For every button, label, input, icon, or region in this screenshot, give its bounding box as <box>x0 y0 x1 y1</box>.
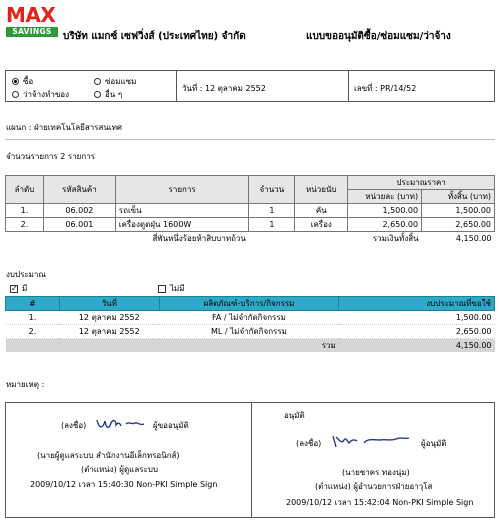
items-table <box>5 175 495 245</box>
cell-date: 12 ตุลาคม 2552 <box>59 311 159 325</box>
approver-timestamp: 2009/10/12 เวลา 15:42:04 Non-PKI Simple Sign <box>286 498 474 507</box>
cell-unit-price: 2,650.00 <box>348 218 422 232</box>
budget-header-no: # <box>6 297 60 311</box>
cell-no: 2. <box>6 325 60 339</box>
grand-total-value: 4,150.00 <box>455 234 492 243</box>
budget-none-label: ไม่มี <box>170 284 185 293</box>
cell-code: 06.001 <box>43 218 115 232</box>
cell-no: 1. <box>6 204 44 218</box>
cell-date: 12 ตุลาคม 2552 <box>59 325 159 339</box>
document-number: เลขที่ : PR/14/52 <box>354 84 417 93</box>
cell-unit: คัน <box>295 204 348 218</box>
budget-total-row <box>6 339 495 353</box>
budget-none-checkbox[interactable] <box>158 282 185 295</box>
cell-description: รถเข็น <box>115 204 249 218</box>
logo-max-text: MAX <box>6 3 56 27</box>
budget-section-label: งบประมาณ <box>6 270 46 279</box>
radio-hire[interactable] <box>12 88 69 101</box>
radio-hire-label: ว่าจ้างทำของ <box>23 90 70 99</box>
budget-header-amount: งบประมาณที่ขอใช้ <box>339 297 495 311</box>
requester-position: (ตำแหน่ง) ผู้ดูแลระบบ <box>81 465 158 474</box>
radio-buy-label: ซื้อ <box>23 77 34 86</box>
radio-selected-icon <box>12 78 19 85</box>
radio-other-label: อื่น ๆ <box>105 90 123 99</box>
cell-quantity: 1 <box>249 218 295 232</box>
budget-table <box>5 296 495 352</box>
budget-has-label: มี <box>22 284 28 293</box>
requester-signature-icon <box>94 411 150 435</box>
budget-total-label: รวม <box>6 339 339 353</box>
cell-total: 2,650.00 <box>422 218 495 232</box>
form-title: แบบขออนุมัติซื้อ/ซ่อมแซม/ว่าจ้าง <box>306 31 451 42</box>
radio-empty-icon <box>94 91 101 98</box>
radio-other[interactable] <box>94 88 122 101</box>
header-unit-price: หน่วยละ (บาท) <box>348 190 422 204</box>
table-row <box>6 218 495 232</box>
approver-role: ผู้อนุมัติ <box>421 439 447 448</box>
cell-amount: 2,650.00 <box>339 325 495 339</box>
cell-code: 06.002 <box>43 204 115 218</box>
approver-signature-icon <box>330 428 416 454</box>
radio-repair[interactable] <box>94 75 136 88</box>
header-code: รหัสสินค้า <box>43 176 115 204</box>
approver-sign-prefix: (ลงชื่อ) <box>296 439 322 448</box>
item-count: จำนวนรายการ 2 รายการ <box>6 152 96 161</box>
cell-no: 2. <box>6 218 44 232</box>
remarks-label: หมายเหตุ : <box>6 380 45 389</box>
radio-empty-icon <box>94 78 101 85</box>
budget-header-product: ผลิตภัณฑ์-บริการ/กิจกรรม <box>159 297 339 311</box>
department-label: แผนก : ฝ่ายเทคโนโลยีสารสนเทศ <box>6 123 122 132</box>
budget-has-checkbox[interactable] <box>10 282 27 295</box>
grand-total-label: รวมเงินทั้งสิ้น <box>372 234 419 243</box>
header-estimate: ประมาณราคา <box>348 176 495 190</box>
requester-timestamp: 2009/10/12 เวลา 15:40:30 Non-PKI Simple Sign <box>30 480 218 489</box>
header-total: ทั้งสิ้น (บาท) <box>422 190 495 204</box>
table-row <box>6 204 495 218</box>
header-no: ลำดับ <box>6 176 44 204</box>
checkbox-checked-icon: ✓ <box>11 283 18 293</box>
signature-box <box>5 402 495 518</box>
cell-total: 1,500.00 <box>422 204 495 218</box>
requester-role: ผู้ขออนุมัติ <box>153 421 189 430</box>
header-description: รายการ <box>115 176 249 204</box>
cell-no: 1. <box>6 311 60 325</box>
table-row <box>6 325 495 339</box>
budget-total-value: 4,150.00 <box>339 339 495 353</box>
table-row <box>6 311 495 325</box>
approver-name: (นายชาคร ทองนุ่ม) <box>342 468 410 477</box>
cell-description: เครื่องดูดฝุ่น 1600W <box>115 218 249 232</box>
radio-empty-icon <box>12 91 19 98</box>
request-type-box <box>5 70 495 102</box>
cell-product: ML / ไม่จำกัดกิจกรรม <box>159 325 339 339</box>
requester-sign-prefix: (ลงชื่อ) <box>61 421 87 430</box>
cell-unit: เครื่อง <box>295 218 348 232</box>
budget-header-date: วันที่ <box>59 297 159 311</box>
radio-buy[interactable] <box>12 75 33 88</box>
cell-amount: 1,500.00 <box>339 311 495 325</box>
approver-heading: อนุมัติ <box>284 411 305 420</box>
header-unit: หน่วยนับ <box>295 176 348 204</box>
cell-unit-price: 1,500.00 <box>348 204 422 218</box>
cell-quantity: 1 <box>249 204 295 218</box>
company-name: บริษัท แมกซ์ เซฟวิ่งส์ (ประเทศไทย) จำกัด <box>63 31 246 42</box>
request-date: วันที่ : 12 ตุลาคม 2552 <box>182 84 266 93</box>
checkbox-empty-icon <box>158 285 166 293</box>
approver-position: (ตำแหน่ง) ผู้อำนวยการฝ่ายอาวุโส <box>315 482 433 491</box>
amount-in-words: สี่พันหนึ่งร้อยห้าสิบบาทถ้วน <box>152 234 246 243</box>
cell-product: FA / ไม่จำกัดกิจกรรม <box>159 311 339 325</box>
header-quantity: จำนวน <box>249 176 295 204</box>
radio-repair-label: ซ่อมแซม <box>105 77 137 86</box>
requester-name: (นายผู้ดูแลระบบ สำนักงานอีเล็กทรอนิกส์) <box>37 451 180 460</box>
divider <box>5 139 495 140</box>
logo-savings-text: SAVINGS <box>6 27 58 37</box>
